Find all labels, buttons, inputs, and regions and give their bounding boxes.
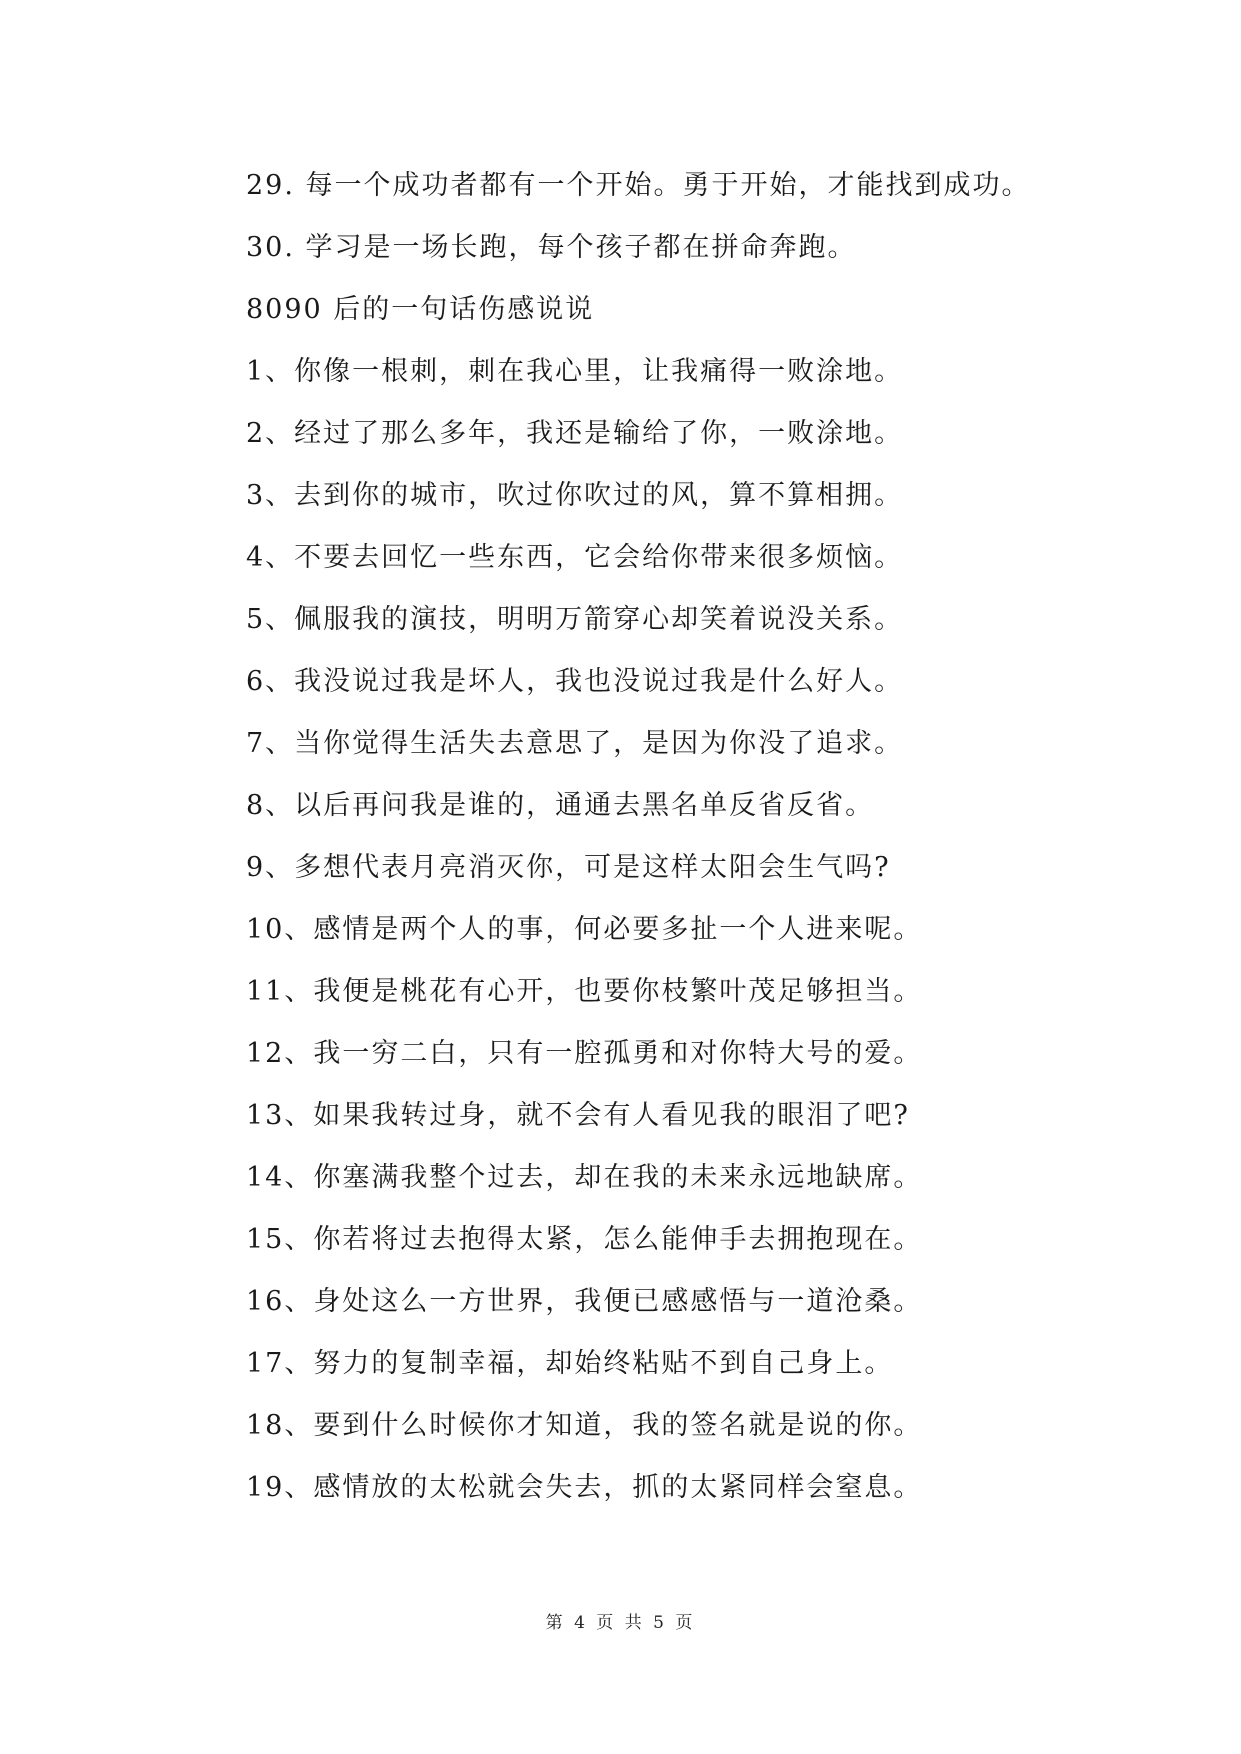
text-line: 3、去到你的城市，吹过你吹过的风，算不算相拥。	[246, 480, 904, 511]
text-line: 4、不要去回忆一些东西，它会给你带来很多烦恼。	[246, 542, 904, 573]
text-line: 18、要到什么时候你才知道，我的签名就是说的你。	[246, 1410, 923, 1441]
text-line: 11、我便是桃花有心开，也要你枝繁叶茂足够担当。	[246, 976, 923, 1007]
text-line: 6、我没说过我是坏人，我也没说过我是什么好人。	[246, 666, 904, 697]
text-line: 16、身处这么一方世界，我便已感感悟与一道沧桑。	[246, 1286, 923, 1317]
text-line: 9、多想代表月亮消灭你，可是这样太阳会生气吗?	[246, 852, 891, 883]
page-number-footer: 第 4 页 共 5 页	[545, 1613, 696, 1633]
text-line: 13、如果我转过身，就不会有人看见我的眼泪了吧?	[246, 1100, 910, 1131]
text-line: 30. 学习是一场长跑，每个孩子都在拼命奔跑。	[246, 232, 857, 263]
text-line: 8、以后再问我是谁的，通通去黑名单反省反省。	[246, 790, 875, 821]
text-line: 19、感情放的太松就会失去，抓的太紧同样会窒息。	[246, 1472, 923, 1503]
text-line: 15、你若将过去抱得太紧，怎么能伸手去拥抱现在。	[246, 1224, 923, 1255]
text-line: 7、当你觉得生活失去意思了，是因为你没了追求。	[246, 728, 904, 759]
text-line: 12、我一穷二白，只有一腔孤勇和对你特大号的爱。	[246, 1038, 923, 1069]
text-line: 10、感情是两个人的事，何必要多扯一个人进来呢。	[246, 914, 923, 945]
section-heading: 8090 后的一句话伤感说说	[246, 294, 595, 325]
document-body	[246, 155, 1146, 1519]
text-line: 17、努力的复制幸福，却始终粘贴不到自己身上。	[246, 1348, 894, 1379]
text-line: 14、你塞满我整个过去，却在我的未来永远地缺席。	[246, 1162, 923, 1193]
text-line: 5、佩服我的演技，明明万箭穿心却笑着说没关系。	[246, 604, 904, 635]
text-line: 2、经过了那么多年，我还是输给了你，一败涂地。	[246, 418, 904, 449]
text-line: 1、你像一根刺，刺在我心里，让我痛得一败涂地。	[246, 356, 904, 387]
text-line: 29. 每一个成功者都有一个开始。勇于开始，才能找到成功。	[246, 170, 1031, 201]
